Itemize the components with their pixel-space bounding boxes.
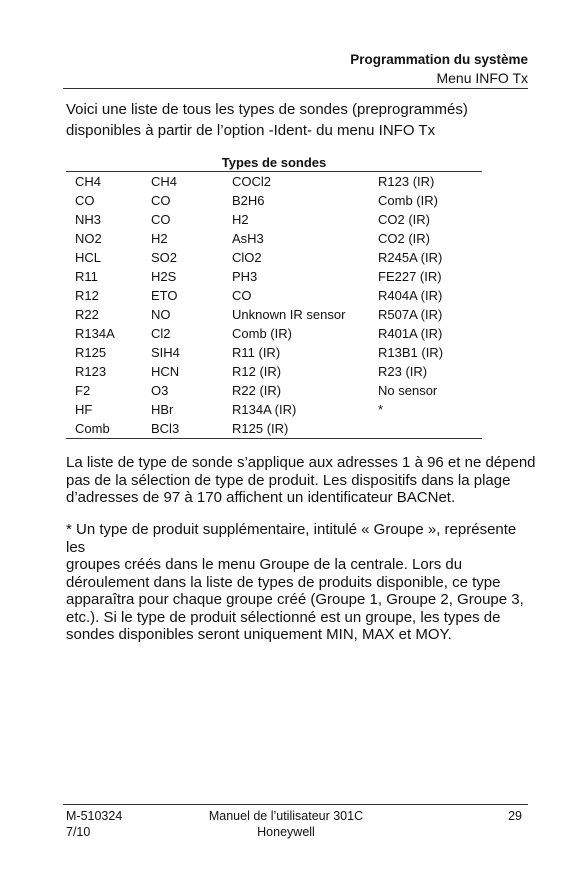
footer-left xyxy=(66,808,122,840)
table-cell: R134A xyxy=(75,326,115,341)
intro-line: Voici une liste de tous les types de sondes (preprogrammés) xyxy=(66,101,468,118)
table-cell: R245A (IR) xyxy=(378,250,443,265)
table-cell: HBr xyxy=(151,402,174,417)
table-cell: H2 xyxy=(151,231,168,246)
manual-title: Manuel de l’utilisateur 301C xyxy=(208,809,364,823)
table-cell: NO xyxy=(151,307,171,322)
table-title-text: Types de sondes xyxy=(221,155,327,170)
paragraph-line: sondes disponibles seront uniquement MIN, MAX et MOY. xyxy=(66,626,452,643)
table-cell: ETO xyxy=(151,288,178,303)
page-header xyxy=(350,50,528,88)
table-cell: * xyxy=(378,402,384,417)
page-number: 29 xyxy=(508,809,522,823)
paragraph-line: La liste de type de sonde s’applique aux adresses 1 à 96 et ne dépend xyxy=(66,454,536,471)
table-cell: HCL xyxy=(75,250,102,265)
table-cell: R125 xyxy=(75,345,107,360)
table-cell: R401A (IR) xyxy=(378,326,443,341)
paragraph-line: pas de la sélection de type de produit. Les dispositifs dans la plage xyxy=(66,471,511,489)
paragraph-line: etc.). Si le type de produit sélectionné est un groupe, les types de xyxy=(66,608,501,626)
address-range-paragraph xyxy=(66,454,536,507)
table-cell: CO xyxy=(232,288,252,303)
table-cell: No sensor xyxy=(378,383,438,398)
table-cell: NO2 xyxy=(75,231,102,246)
table-cell: Comb xyxy=(75,421,110,436)
table-cell: FE227 (IR) xyxy=(378,269,442,284)
footer-divider xyxy=(63,804,528,805)
paragraph-line: déroulement dans la liste de types de produits disponible, ce type xyxy=(66,573,501,591)
table-row xyxy=(66,229,482,248)
table-cell: CH4 xyxy=(75,174,102,189)
table-row xyxy=(66,324,482,343)
table-cell: R11 xyxy=(75,269,98,284)
table-row xyxy=(66,172,482,191)
table-cell: CO xyxy=(151,212,171,227)
table-cell: Comb (IR) xyxy=(378,193,438,208)
table-bottom-rule xyxy=(66,438,482,439)
table-cell: R13B1 (IR) xyxy=(378,345,444,360)
table-cell: R22 (IR) xyxy=(232,383,282,398)
intro-line: disponibles à partir de l’option -Ident- du menu INFO Tx xyxy=(66,122,436,139)
table-cell: R12 (IR) xyxy=(232,364,282,379)
table-cell: O3 xyxy=(151,383,169,398)
table-cell: CO xyxy=(151,193,171,208)
table-row xyxy=(66,248,482,267)
table-row xyxy=(66,400,482,419)
table-cell: Cl2 xyxy=(151,326,171,341)
table-cell: CH4 xyxy=(151,174,178,189)
group-footnote-paragraph xyxy=(66,521,536,644)
table-cell: R125 (IR) xyxy=(232,421,289,436)
doc-number: M-510324 xyxy=(66,809,123,823)
section-subtitle: Menu INFO Tx xyxy=(436,70,528,86)
table-cell: Comb (IR) xyxy=(232,326,292,341)
table-title xyxy=(66,155,482,171)
paragraph-line: d’adresses de 97 à 170 affichent un identificateur BACNet. xyxy=(66,489,456,506)
table-cell: R12 xyxy=(75,288,99,303)
table-cell: HF xyxy=(75,402,93,417)
table-cell: BCl3 xyxy=(151,421,180,436)
table-cell: SIH4 xyxy=(151,345,180,360)
table-cell: NH3 xyxy=(75,212,102,227)
footer-center xyxy=(196,808,376,840)
table-row xyxy=(66,419,482,438)
section-title: Programmation du système xyxy=(350,52,528,67)
paragraph-line: groupes créés dans le menu Groupe de la centrale. Lors du xyxy=(66,556,463,573)
table-cell: R507A (IR) xyxy=(378,307,443,322)
table-cell: CO2 (IR) xyxy=(378,212,430,227)
table-cell: PH3 xyxy=(232,269,258,284)
table-cell: CO xyxy=(75,193,95,208)
brand-name: Honeywell xyxy=(257,825,315,839)
header-divider xyxy=(63,88,528,89)
table-cell: R11 (IR) xyxy=(232,345,281,360)
table-cell: Unknown IR sensor xyxy=(232,307,346,322)
table-cell: SO2 xyxy=(151,250,178,265)
table-cell: HCN xyxy=(151,364,180,379)
table-cell: AsH3 xyxy=(232,231,264,246)
table-row xyxy=(66,305,482,324)
table-cell: COCl2 xyxy=(232,174,272,189)
table-row xyxy=(66,210,482,229)
table-cell: ClO2 xyxy=(232,250,262,265)
table-cell: F2 xyxy=(75,383,91,398)
table-body xyxy=(66,172,482,438)
table-cell: H2S xyxy=(151,269,177,284)
table-row xyxy=(66,286,482,305)
table-cell xyxy=(378,419,482,438)
doc-date: 7/10 xyxy=(66,825,91,839)
sensor-types-table xyxy=(66,155,482,439)
table-row xyxy=(66,362,482,381)
table-cell: CO2 (IR) xyxy=(378,231,430,246)
table-row xyxy=(66,191,482,210)
paragraph-line: apparaîtra pour chaque groupe créé (Groupe 1, Groupe 2, Groupe 3, xyxy=(66,591,524,608)
table-cell: R404A (IR) xyxy=(378,288,443,303)
table-cell: R123 xyxy=(75,364,107,379)
table-cell: B2H6 xyxy=(232,193,265,208)
intro-text xyxy=(66,99,536,141)
table-cell: R123 (IR) xyxy=(378,174,435,189)
table-cell: R23 (IR) xyxy=(378,364,428,379)
paragraph-line: * Un type de produit supplémentaire, intitulé « Groupe », représente les xyxy=(66,521,517,556)
table-row xyxy=(66,343,482,362)
sensor-table xyxy=(66,172,482,438)
table-cell: R134A (IR) xyxy=(232,402,297,417)
table-row xyxy=(66,381,482,400)
table-cell: R22 xyxy=(75,307,99,322)
table-row xyxy=(66,267,482,286)
table-cell: H2 xyxy=(232,212,249,227)
